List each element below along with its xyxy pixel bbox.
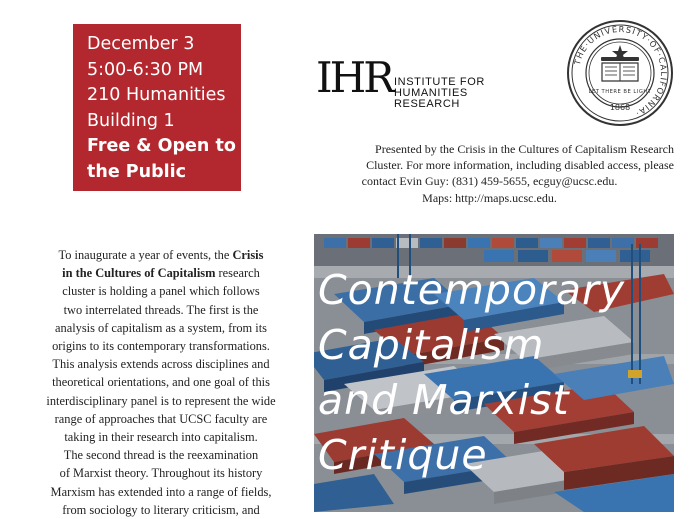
free-open-line1: Free & Open to <box>87 136 236 156</box>
event-date: December 3 <box>87 34 195 54</box>
svg-text:THE·UNIVERSITY·OF·CALIFORNIA·: THE·UNIVERSITY·OF·CALIFORNIA· <box>571 23 670 119</box>
body-line: analysis of capitalism as a system, from its <box>55 320 267 335</box>
event-building: Building 1 <box>87 110 175 131</box>
body-line: Marxism has extended into a range of fields, <box>50 484 272 499</box>
ihr-logo-name <box>394 77 526 110</box>
presented-line1: Presented by the Crisis in the Cultures of Capitalism Research <box>375 142 674 156</box>
ihr-name-line2: HUMANITIES RESEARCH <box>394 87 468 110</box>
university-seal <box>566 19 674 127</box>
svg-text:1868: 1868 <box>609 103 631 112</box>
body-line: two interrelated threads. The first is the <box>63 302 259 317</box>
body-line: origins to its contemporary transformations. <box>52 339 270 354</box>
event-details-box <box>73 24 241 191</box>
event-time: 5:00-6:30 PM <box>87 59 204 80</box>
body-line: range of approaches that UCSC faculty are <box>54 411 268 426</box>
event-headline <box>318 263 678 483</box>
body-paragraph <box>38 246 284 519</box>
ihr-logo <box>316 53 526 110</box>
seal-motto <box>674 19 675 20</box>
body-line: This analysis extends across disciplines and <box>52 357 270 372</box>
body-line: To inaugurate a year of events, the Crisis <box>58 248 264 262</box>
ihr-name-line1: INSTITUTE FOR <box>394 76 485 88</box>
body-line: theoretical orientations, and one goal of this <box>52 375 270 390</box>
presented-line4: Maps: http://maps.ucsc.edu. <box>422 190 557 205</box>
seal-icon <box>566 19 674 127</box>
body-line: in the Cultures of Capitalism research <box>62 266 260 281</box>
seal-year <box>674 19 675 20</box>
ihr-logo-mark: IHR <box>316 53 392 102</box>
body-line: cluster is holding a panel which follows <box>62 284 260 299</box>
body-line: from sociology to literary criticism, and <box>62 502 260 517</box>
svg-text:LET THERE BE LIGHT: LET THERE BE LIGHT <box>588 89 652 95</box>
body-line: of Marxist theory. Throughout its history <box>59 466 263 481</box>
free-open-line2: the Public <box>87 161 186 182</box>
headline-line2: Capitalism <box>318 321 545 369</box>
seal-ring-text <box>674 19 675 20</box>
presented-line2: Cluster. For more information, including disabled access, please <box>366 158 674 173</box>
body-line: taking in their research into capitalism. <box>64 430 258 445</box>
body-line: The second thread is the reexamination <box>63 448 259 463</box>
body-line: interdisciplinary panel is to represent the wide <box>46 393 276 408</box>
event-room: 210 Humanities <box>87 85 226 105</box>
presented-by-notice <box>305 141 674 206</box>
headline-line3: and Marxist <box>318 376 570 424</box>
headline-line4: Critique <box>318 431 488 479</box>
headline-line1: Contemporary <box>318 266 626 314</box>
presented-line3: contact Evin Guy: (831) 459-5655, ecguy@ucsc.edu. <box>361 174 618 189</box>
